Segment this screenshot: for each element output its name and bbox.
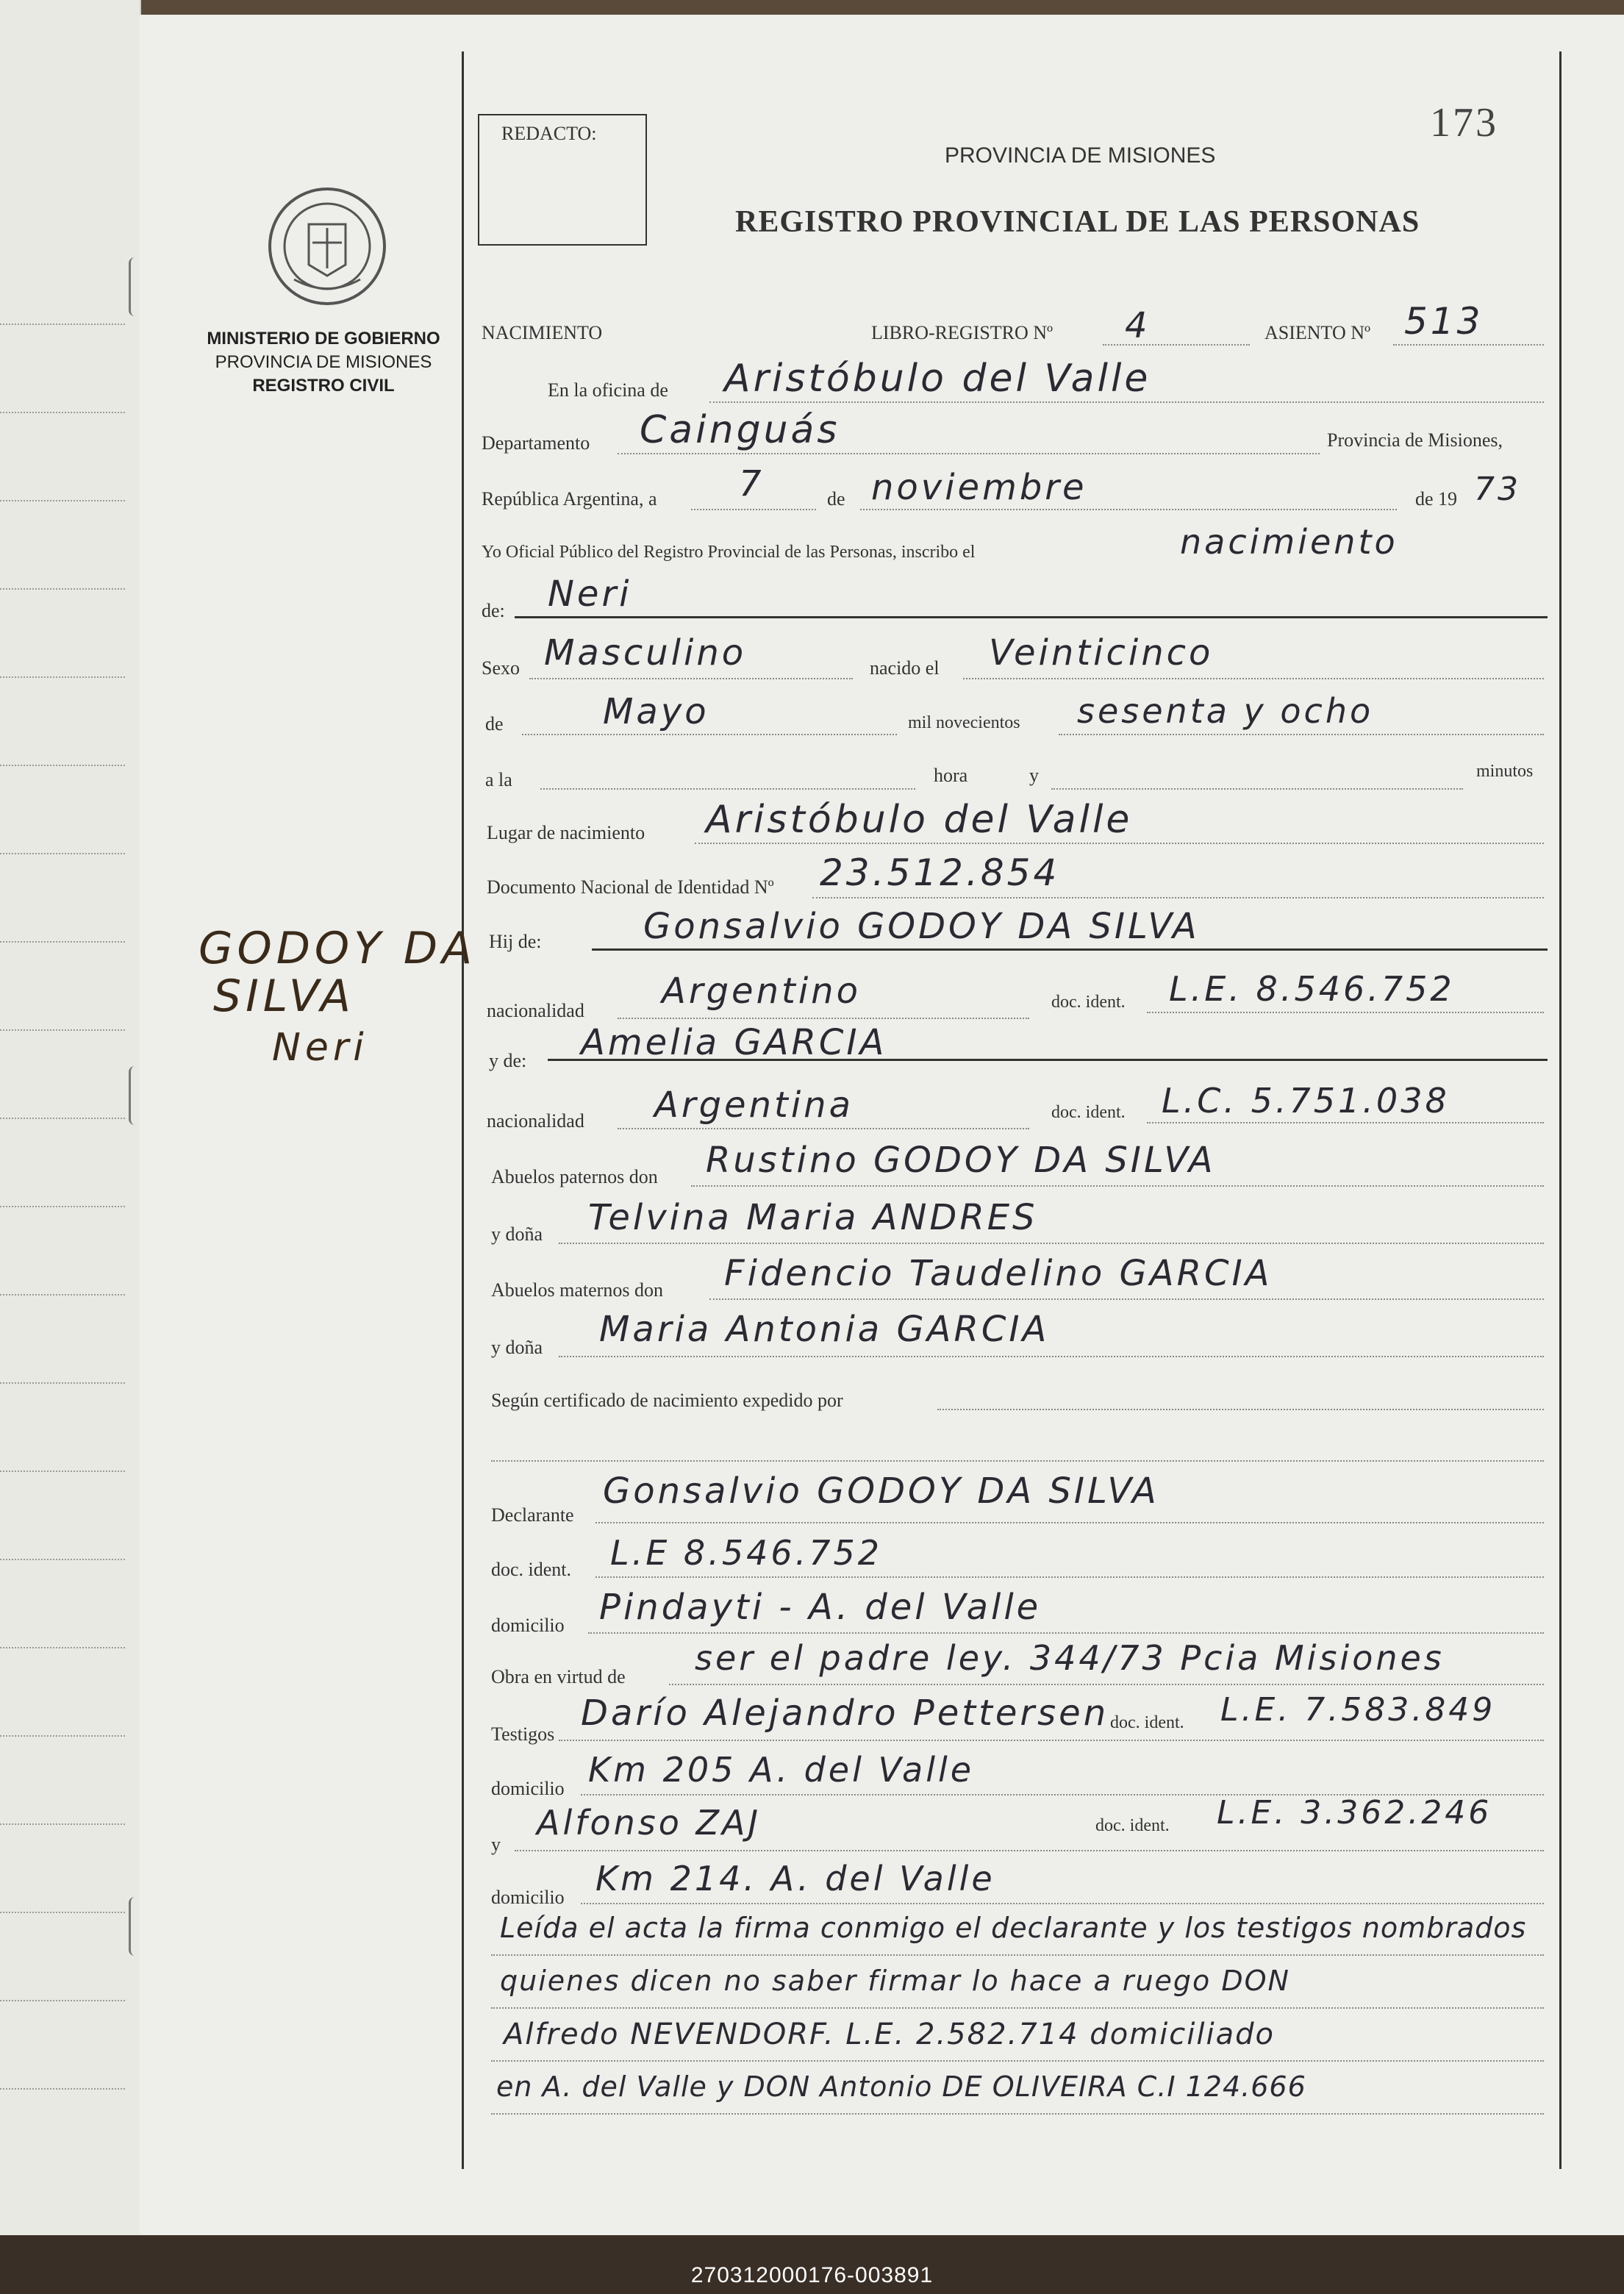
provincial-seal-icon [265,184,390,309]
field-line [595,1522,1544,1523]
label-mil-novecientos: mil novecientos [908,713,1020,732]
label-de-mes: de [827,488,845,510]
field-line [709,401,1544,403]
label-lugar: Lugar de nacimiento [487,822,645,843]
field-line-solid [515,616,1548,618]
label-doc-ident-decl: doc. ident. [491,1559,572,1580]
label-nacionalidad-padre: nacionalidad [487,1000,584,1021]
ruled-line [0,2088,125,2090]
ruled-line [0,853,125,854]
scan-id-caption: 270312000176-003891 [690,2263,934,2287]
ruled-line [0,1294,125,1296]
field-line [1393,344,1544,346]
ruled-line [0,1647,125,1648]
field-line-solid [592,948,1548,951]
label-segun: Según certificado de nacimiento expedido por [491,1390,843,1411]
label-testigos: Testigos [491,1723,555,1745]
field-line [491,2007,1544,2009]
field-line [618,1018,1029,1019]
label-de-nombre: de: [482,600,505,621]
value-padre-nac: Argentino [662,971,861,1012]
ruled-line [0,1559,125,1560]
ruled-line [0,1206,125,1207]
label-hora: hora [934,765,968,786]
label-nacido-el: nacido el [870,657,940,679]
value-testigo1-doc: L.E. 7.583.849 [1220,1691,1496,1729]
field-line [540,788,915,790]
field-line [588,1632,1544,1634]
field-line [1051,788,1463,790]
value-dia: 7 [739,463,765,504]
label-oficina: En la oficina de [548,379,668,401]
value-madre-nac: Argentina [654,1085,854,1126]
ruled-line [0,1471,125,1472]
value-libro: 4 [1125,305,1151,346]
field-line [515,1850,1544,1851]
label-obra: Obra en virtud de [491,1666,626,1687]
ministry-province: PROVINCIA DE MISIONES [215,352,432,372]
label-abuelos-paternos: Abuelos paternos don [491,1166,658,1187]
value-abuela-pat: Telvina Maria ANDRES [588,1197,1038,1238]
value-decl-dom: Pindayti - A. del Valle [599,1587,1042,1628]
ministry-name: MINISTERIO DE GOBIERNO [207,329,440,349]
ruled-line [0,588,125,590]
field-line [695,843,1544,844]
margin-surname-2: SILVA [213,971,355,1022]
note-line-4: en A. del Valle y DON Antonio DE OLIVEIRA C.I 124.666 [496,2070,1306,2103]
value-nombre: Neri [548,574,632,615]
label-abuelos-maternos: Abuelos maternos don [491,1279,663,1301]
value-mes-nac: Mayo [603,691,709,732]
ruled-line [0,1382,125,1384]
value-padre-doc: L.E. 8.546.752 [1169,969,1455,1009]
field-line [491,2113,1544,2115]
redacto-box [478,114,647,246]
ruled-line [0,1823,125,1825]
value-mes: noviembre [871,467,1087,508]
redacto-label: REDACTO: [501,123,597,144]
ruled-line [0,2000,125,2001]
value-nacido-el: Veinticinco [989,632,1214,673]
label-yo-oficial: Yo Oficial Público del Registro Provincial de las Personas, inscribo el [482,543,976,562]
field-line [522,734,897,735]
field-line [581,1903,1544,1904]
field-line [1103,344,1250,346]
label-republica: República Argentina, a [482,488,657,510]
label-y-de: y de: [489,1050,527,1071]
label-declarante: Declarante [491,1504,574,1526]
field-line [618,453,1320,454]
field-line [491,1460,1544,1462]
field-line [812,897,1544,898]
value-anio: 73 [1474,471,1521,508]
note-line-2: quienes dicen no saber firmar lo hace a ruego DON [500,1965,1290,1997]
label-doc-ident-t1: doc. ident. [1110,1713,1184,1732]
label-dni: Documento Nacional de Identidad Nº [487,876,774,898]
value-anio-nac: sesenta y ocho [1077,691,1374,731]
label-domicilio-t1: domicilio [491,1778,565,1799]
field-line [595,1576,1544,1578]
ministry-registry: REGISTRO CIVIL [252,376,395,396]
label-y-dona-pat: y doña [491,1223,543,1245]
binding-stitch [129,257,143,316]
field-line [963,678,1544,679]
value-asiento: 513 [1404,300,1484,343]
field-line [1147,1122,1544,1123]
label-de-mes-nac: de [485,713,504,735]
ruled-line [0,1912,125,1913]
label-de-anio: de 19 [1415,488,1458,510]
ruled-line [0,1118,125,1119]
ministry-block [176,327,471,398]
value-testigo1-dom: Km 205 A. del Valle [588,1750,975,1790]
value-madre: Amelia GARCIA [581,1022,887,1063]
province-heading: PROVINCIA DE MISIONES [945,143,1216,168]
note-line-1: Leída el acta la firma conmigo el declarante y los testigos nombrados [500,1912,1527,1944]
label-sexo: Sexo [482,657,520,679]
field-line [491,1954,1544,1956]
ruled-line [0,1735,125,1737]
label-doc-ident-padre: doc. ident. [1051,993,1126,1012]
field-line [618,1128,1029,1129]
ruled-line [0,676,125,678]
field-line [491,2060,1544,2062]
ruled-line [0,324,125,325]
page-number: 173 [1430,100,1498,146]
value-testigo2: Alfonso ZAJ [537,1803,762,1843]
label-domicilio-t2: domicilio [491,1887,565,1908]
label-a-la: a la [485,769,512,790]
field-line [559,1740,1544,1741]
field-line [559,1356,1544,1357]
value-abuelo-mat: Fidencio Taudelino GARCIA [724,1253,1273,1294]
note-line-3: Alfredo NEVENDORF. L.E. 2.582.714 domiciliado [504,2018,1275,2051]
label-y-testigo2: y [491,1834,501,1855]
value-testigo1: Darío Alejandro Pettersen [581,1693,1109,1734]
field-line [669,1684,1544,1685]
binding-stitch [129,1066,143,1125]
label-departamento: Departamento [482,432,590,454]
value-decl-doc: L.E 8.546.752 [610,1533,883,1573]
value-obra: ser el padre ley. 344/73 Pcia Misiones [695,1638,1445,1678]
value-madre-doc: L.C. 5.751.038 [1162,1081,1450,1121]
value-sexo: Masculino [544,632,747,673]
margin-given-name: Neri [272,1026,368,1070]
value-padre: Gonsalvio GODOY DA SILVA [643,906,1200,947]
label-doc-ident-t2: doc. ident. [1095,1816,1170,1835]
ruled-line [0,941,125,943]
value-oficina: Aristóbulo del Valle [724,357,1151,401]
ruled-line [0,765,125,766]
value-testigo2-dom: Km 214. A. del Valle [595,1859,995,1898]
label-nacionalidad-madre: nacionalidad [487,1110,584,1132]
ruled-line [0,412,125,413]
label-asiento: ASIENTO Nº [1264,322,1371,343]
value-lugar: Aristóbulo del Valle [706,798,1133,842]
label-libro: LIBRO-REGISTRO Nº [871,322,1054,343]
value-testigo2-doc: L.E. 3.362.246 [1217,1794,1492,1832]
value-declarante: Gonsalvio GODOY DA SILVA [603,1471,1159,1512]
ruled-line [0,1029,125,1031]
margin-surname-1: GODOY DA [198,923,477,974]
binding-stitch [129,1897,143,1956]
value-dni: 23.512.854 [820,851,1060,894]
field-line [860,509,1397,510]
field-line-solid [548,1059,1548,1061]
value-departamento: Cainguás [640,408,840,452]
label-minutos: minutos [1476,762,1534,781]
label-domicilio-decl: domicilio [491,1615,565,1636]
value-abuela-mat: Maria Antonia GARCIA [599,1309,1050,1350]
field-line [559,1243,1544,1244]
label-y-dona-mat: y doña [491,1337,543,1358]
field-line [1059,734,1544,735]
field-line [1147,1012,1544,1013]
label-nacimiento: NACIMIENTO [482,322,603,343]
label-provincia: Provincia de Misiones, [1327,429,1503,451]
field-line [937,1409,1544,1410]
label-doc-ident-madre: doc. ident. [1051,1103,1126,1122]
field-line [691,1185,1544,1187]
value-abuelo-pat: Rustino GODOY DA SILVA [706,1140,1216,1181]
field-line [709,1298,1544,1300]
value-inscribo: nacimiento [1180,522,1398,562]
left-page [0,0,141,2235]
registry-heading: REGISTRO PROVINCIAL DE LAS PERSONAS [735,205,1420,239]
ruled-line [0,500,125,501]
field-line [529,678,853,679]
label-y: y [1029,765,1039,786]
field-line [691,509,816,510]
label-hijo-de: Hij de: [489,931,542,952]
